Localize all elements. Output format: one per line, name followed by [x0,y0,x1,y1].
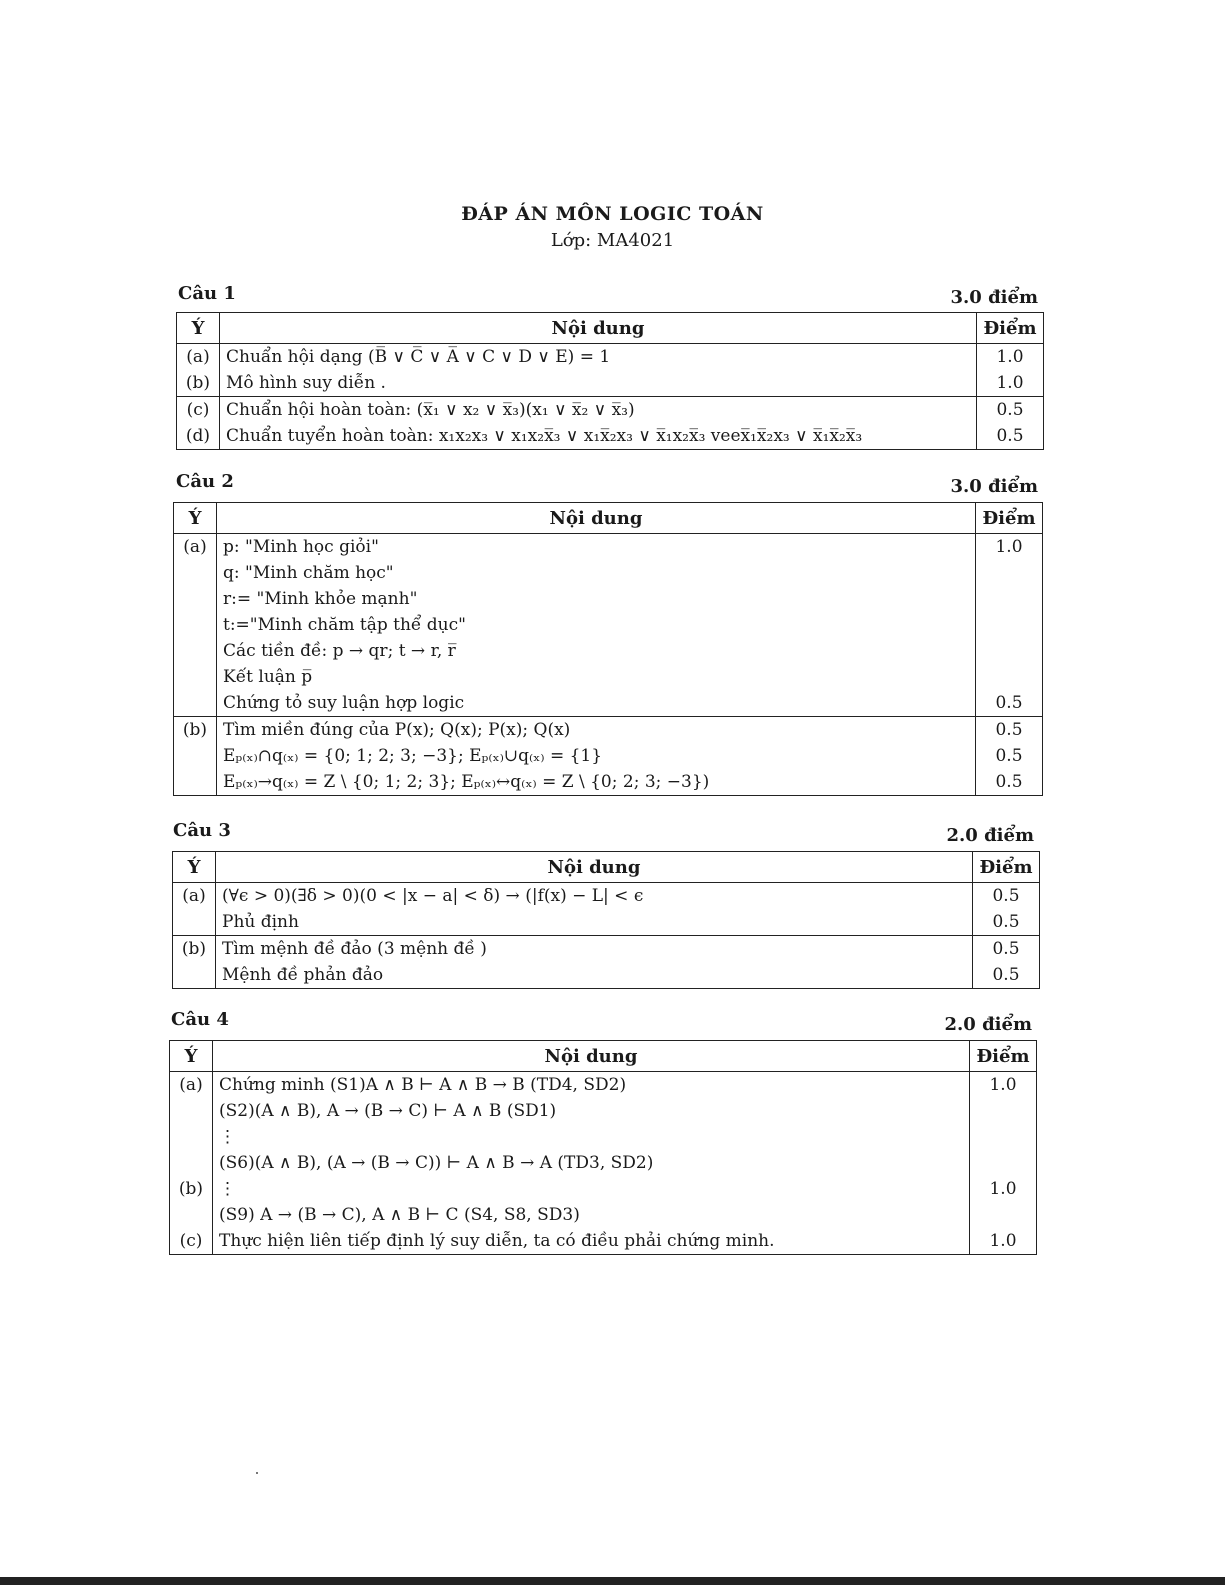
table-row [173,936,1040,963]
table-row [170,1176,1037,1202]
col-header-content: Nội dung [216,852,973,883]
row-content: Eₚ₍ₓ₎→q₍ₓ₎ = Z \ {0; 1; 2; 3}; Eₚ₍ₓ₎↔q₍ₓ₎ = Z \ {0; 2; 3; −3}) [217,769,976,796]
row-content: ⋮ [213,1124,970,1150]
question-4-label: Câu 4 [171,1009,229,1030]
row-label [170,1098,213,1124]
question-2-table [173,502,1043,796]
row-points [970,1124,1037,1150]
row-content: Kết luận p̅ [217,664,976,690]
question-2-label: Câu 2 [176,471,234,492]
row-points: 0.5 [973,883,1040,910]
row-points: 0.5 [976,743,1043,769]
table-row [170,1150,1037,1176]
row-label: (a) [174,534,217,561]
table-row [174,638,1043,664]
row-content: Chứng tỏ suy luận hợp logic [217,690,976,717]
row-content: r:= "Minh khỏe mạnh" [217,586,976,612]
row-points [976,612,1043,638]
col-header-y: Ý [170,1041,213,1072]
row-points: 0.5 [973,909,1040,936]
table-row [173,962,1040,989]
table-row [174,664,1043,690]
table-row [173,883,1040,910]
table-row [177,370,1044,397]
row-content: Tìm miền đúng của P(x); Q(x); P(x); Q(x) [217,717,976,744]
question-3-label: Câu 3 [173,820,231,841]
row-points [970,1098,1037,1124]
row-label [173,909,216,936]
table-row [174,690,1043,717]
table-row [170,1098,1037,1124]
row-content: Phủ định [216,909,973,936]
row-content: Chứng minh (S1)A ∧ B ⊢ A ∧ B → B (TD4, SD2) [213,1072,970,1099]
row-points [976,586,1043,612]
table-row [174,769,1043,796]
table-row [170,1202,1037,1228]
table-row [174,586,1043,612]
row-points: 0.5 [973,936,1040,963]
row-points: 1.0 [970,1228,1037,1255]
col-header-points: Điểm [976,503,1043,534]
table-row [177,397,1044,424]
row-label [174,638,217,664]
row-label: (d) [177,423,220,450]
row-label: (c) [177,397,220,424]
col-header-points: Điểm [970,1041,1037,1072]
row-points [976,638,1043,664]
col-header-content: Nội dung [217,503,976,534]
table-row [174,534,1043,561]
row-content: Chuẩn hội hoàn toàn: (x̅₁ ∨ x₂ ∨ x̅₃)(x₁ ∨ x̅₂ ∨ x̅₃) [220,397,977,424]
row-content: (S2)(A ∧ B), A → (B → C) ⊢ A ∧ B (SD1) [213,1098,970,1124]
question-1-label: Câu 1 [178,283,236,304]
row-label [170,1150,213,1176]
row-points: 0.5 [977,423,1044,450]
row-label: (b) [173,936,216,963]
row-points: 1.0 [970,1072,1037,1099]
col-header-y: Ý [173,852,216,883]
col-header-content: Nội dung [213,1041,970,1072]
question-1-points: 3.0 điểm [950,287,1038,308]
table-row [174,717,1043,744]
row-points: 0.5 [976,717,1043,744]
table-row [170,1228,1037,1255]
table-row [174,743,1043,769]
table-row [177,423,1044,450]
row-label [174,664,217,690]
col-header-points: Điểm [973,852,1040,883]
row-content: Mệnh đề phản đảo [216,962,973,989]
row-content: (∀ϵ > 0)(∃δ > 0)(0 < |x − a| < δ) → (|f(x) − L| < ϵ [216,883,973,910]
row-label: (a) [170,1072,213,1099]
row-content: Chuẩn tuyển hoàn toàn: x₁x₂x₃ ∨ x₁x₂x̅₃ ∨ x₁x̅₂x₃ ∨ x̅₁x₂x̅₃ veex̅₁x̅₂x₃ ∨ x̅₁x̅₂x̅₃ [220,423,977,450]
row-label: (a) [177,344,220,371]
row-label [174,560,217,586]
row-points [970,1150,1037,1176]
col-header-y: Ý [177,313,220,344]
table-row [174,560,1043,586]
row-label [170,1202,213,1228]
row-label [173,962,216,989]
document-subtitle: Lớp: MA4021 [550,230,675,251]
row-label: (c) [170,1228,213,1255]
row-content: Chuẩn hội dạng (B̅ ∨ C̅ ∨ A̅ ∨ C ∨ D ∨ E) = 1 [220,344,977,371]
row-content: (S9) A → (B → C), A ∧ B ⊢ C (S4, S8, SD3) [213,1202,970,1228]
question-1-table [176,312,1044,450]
row-content: q: "Minh chăm học" [217,560,976,586]
row-label [170,1124,213,1150]
row-label [174,769,217,796]
row-points [976,560,1043,586]
row-points: 1.0 [977,344,1044,371]
row-points: 1.0 [970,1176,1037,1202]
table-row [173,909,1040,936]
table-row [174,612,1043,638]
table-row [170,1124,1037,1150]
row-points: 1.0 [976,534,1043,561]
row-content: (S6)(A ∧ B), (A → (B → C)) ⊢ A ∧ B → A (TD3, SD2) [213,1150,970,1176]
row-label [174,690,217,717]
scan-bottom-edge [0,1577,1225,1585]
row-content: Eₚ₍ₓ₎∩q₍ₓ₎ = {0; 1; 2; 3; −3}; Eₚ₍ₓ₎∪q₍ₓ₎ = {1} [217,743,976,769]
row-points [970,1202,1037,1228]
question-3-points: 2.0 điểm [946,825,1034,846]
question-2-points: 3.0 điểm [950,476,1038,497]
row-content: Mô hình suy diễn . [220,370,977,397]
row-content: p: "Minh học giỏi" [217,534,976,561]
row-label: (b) [174,717,217,744]
row-content: Thực hiện liên tiếp định lý suy diễn, ta có điều phải chứng minh. [213,1228,970,1255]
col-header-points: Điểm [977,313,1044,344]
row-label: (b) [177,370,220,397]
row-label [174,586,217,612]
row-content: Các tiền đề: p → qr; t → r, r̅ [217,638,976,664]
document-title: ĐÁP ÁN MÔN LOGIC TOÁN [461,203,764,225]
row-points: 0.5 [976,769,1043,796]
row-content: Tìm mệnh đề đảo (3 mệnh đề ) [216,936,973,963]
row-label [174,743,217,769]
question-3-table [172,851,1040,989]
row-label: (b) [170,1176,213,1202]
row-label [174,612,217,638]
row-content: t:="Minh chăm tập thể dục" [217,612,976,638]
col-header-content: Nội dung [220,313,977,344]
question-4-table [169,1040,1037,1255]
row-points: 0.5 [973,962,1040,989]
scan-speck [256,1472,258,1474]
table-row [170,1072,1037,1099]
row-points: 0.5 [976,690,1043,717]
table-row [177,344,1044,371]
row-points: 0.5 [977,397,1044,424]
row-points [976,664,1043,690]
row-content: ⋮ [213,1176,970,1202]
question-4-points: 2.0 điểm [944,1014,1032,1035]
col-header-y: Ý [174,503,217,534]
row-points: 1.0 [977,370,1044,397]
row-label: (a) [173,883,216,910]
